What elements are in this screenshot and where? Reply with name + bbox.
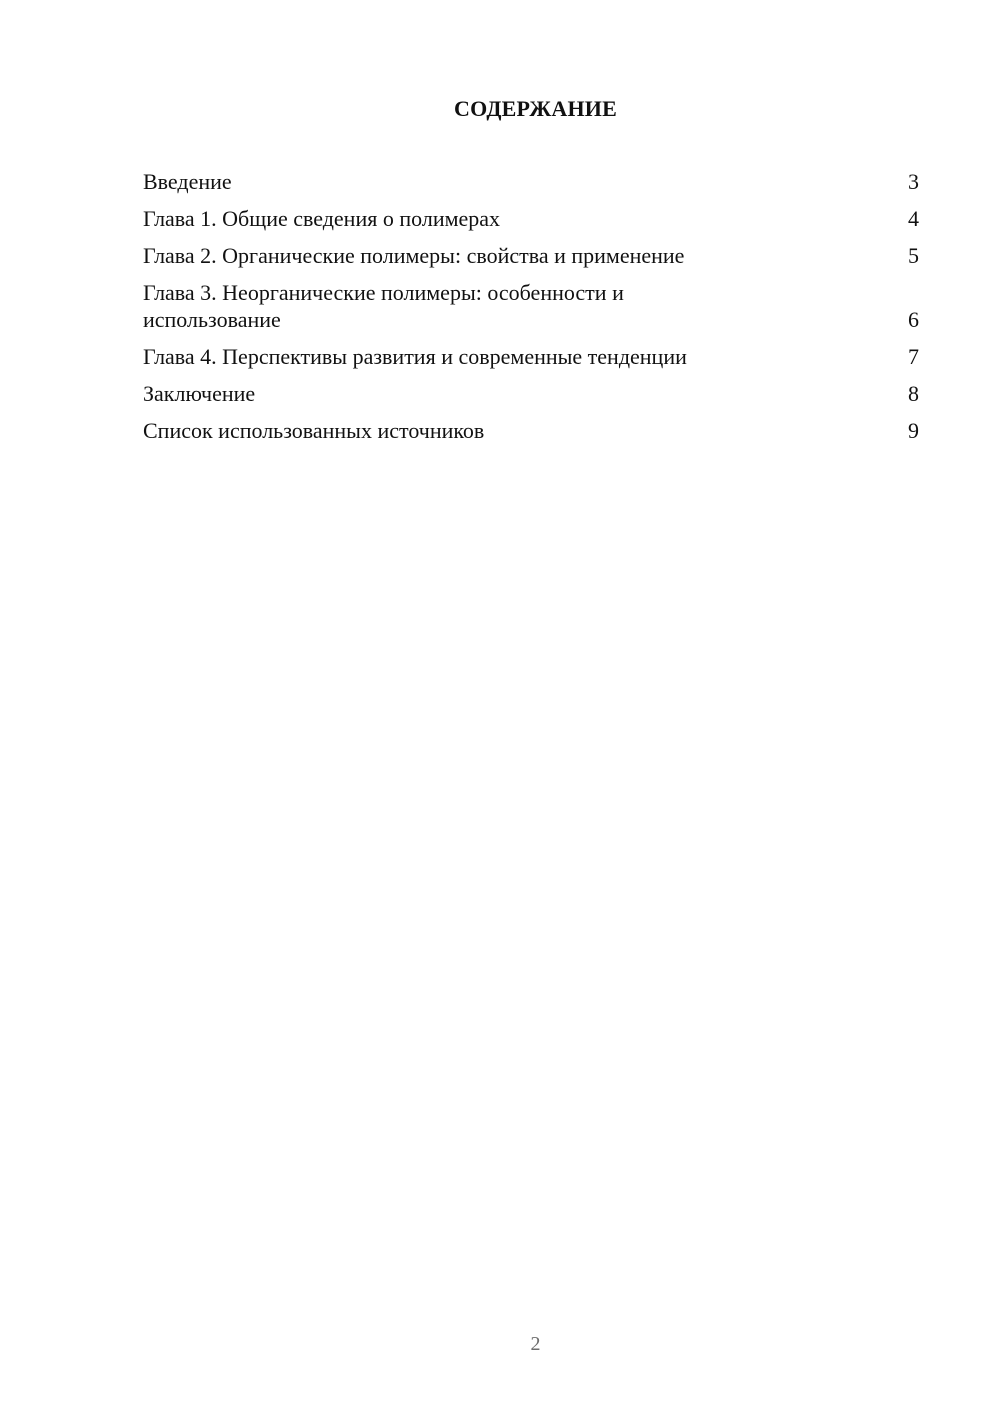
toc-entry-title: Глава 3. Неорганические полимеры: особенности и использование [143,280,624,332]
toc-entry[interactable] [143,242,919,269]
toc-entry-page: 7 [908,344,919,369]
table-of-contents [143,168,919,454]
toc-entry[interactable] [143,205,919,232]
toc-entry-page: 6 [908,307,919,332]
toc-entry-title: Введение [143,169,232,194]
toc-entry-page: 4 [908,206,919,231]
toc-entry-title: Глава 2. Органические полимеры: свойства и применение [143,243,685,268]
toc-entry-title: Список использованных источников [143,418,485,443]
toc-entry[interactable] [143,279,919,333]
toc-entry-page: 3 [908,169,919,194]
page-number: 2 [530,1333,541,1355]
toc-entry[interactable] [143,417,919,444]
toc-entry[interactable] [143,343,919,370]
toc-entry-page: 5 [908,243,919,268]
toc-entry[interactable] [143,380,919,407]
page-title: СОДЕРЖАНИЕ [454,96,617,121]
toc-entry-title: Глава 4. Перспективы развития и современные тенденции [143,344,687,369]
toc-entry-title: Заключение [143,381,256,406]
toc-entry-title: Глава 1. Общие сведения о полимерах [143,206,501,231]
toc-entry-page: 8 [908,381,919,406]
toc-entry[interactable] [143,168,919,195]
toc-entry-page: 9 [908,418,919,443]
